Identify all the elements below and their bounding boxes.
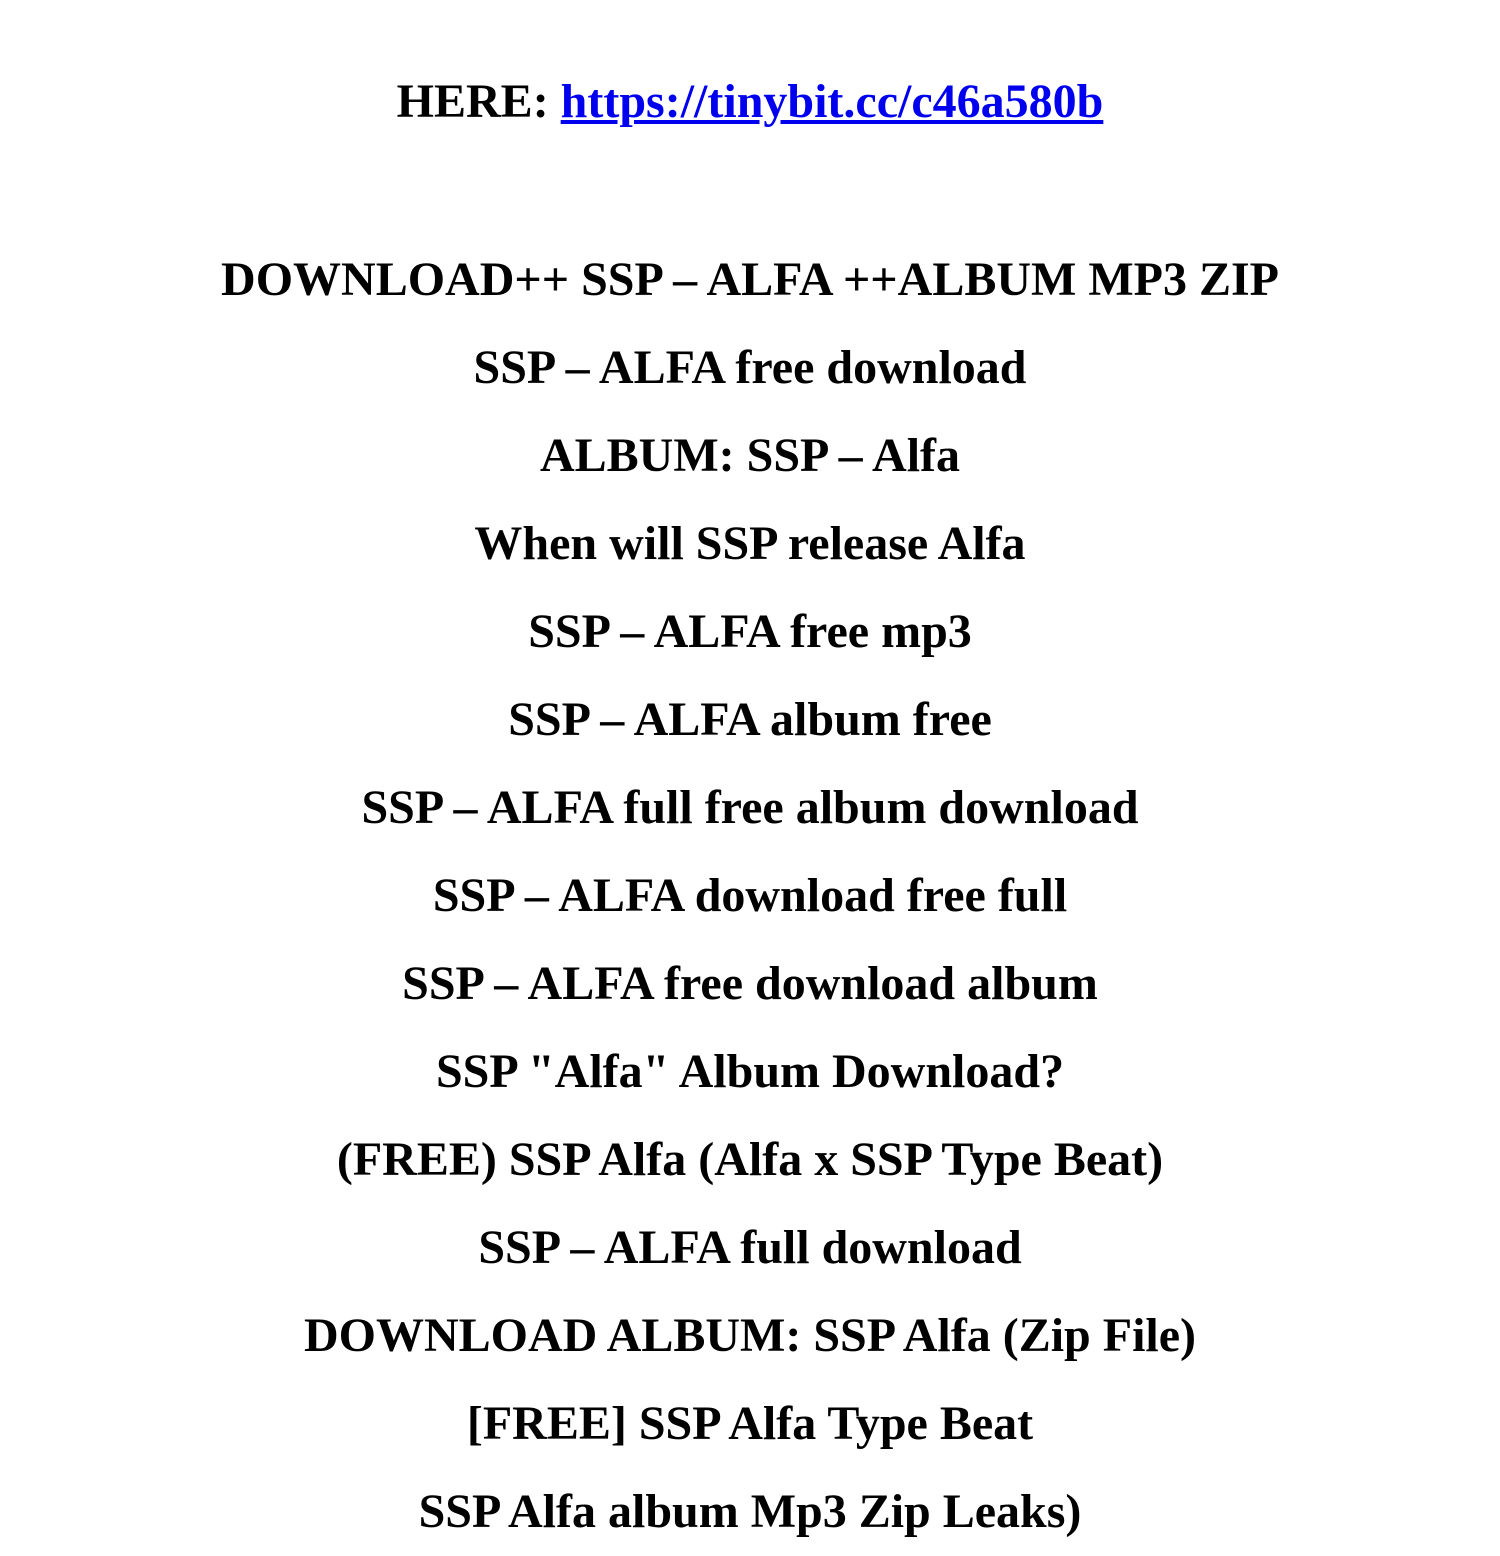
keyword-line: SSP – ALFA full download	[478, 1221, 1022, 1274]
keyword-line: SSP – ALFA album free	[508, 693, 992, 746]
keyword-line: (FREE) SSP Alfa (Alfa x SSP Type Beat)	[336, 1133, 1164, 1186]
keyword-line: SSP – ALFA free mp3	[528, 605, 972, 658]
keyword-line: SSP – ALFA free download album	[402, 957, 1098, 1010]
keyword-line: DOWNLOAD++ SSP – ALFA ++ALBUM MP3 ZIP	[221, 253, 1279, 306]
keyword-line: SSP – ALFA free download	[473, 341, 1027, 394]
here-label: HERE:	[396, 75, 549, 128]
keyword-line: SSP "Alfa" Album Download?	[435, 1045, 1065, 1098]
keyword-line: When will SSP release Alfa	[474, 517, 1026, 570]
keyword-line: SSP Alfa album Mp3 Zip Leaks)	[418, 1485, 1082, 1538]
keyword-line: SSP – ALFA download free full	[432, 869, 1068, 922]
download-link[interactable]: https://tinybit.cc/c46a580b	[560, 75, 1104, 128]
keyword-line: [FREE] SSP Alfa Type Beat	[466, 1397, 1034, 1450]
keyword-line: ALBUM: SSP – Alfa	[539, 429, 961, 482]
keyword-list	[0, 236, 1500, 1556]
download-link-line	[0, 72, 1500, 132]
keyword-line: SSP – ALFA full free album download	[361, 781, 1139, 834]
keyword-line: DOWNLOAD ALBUM: SSP Alfa (Zip File)	[303, 1309, 1197, 1362]
